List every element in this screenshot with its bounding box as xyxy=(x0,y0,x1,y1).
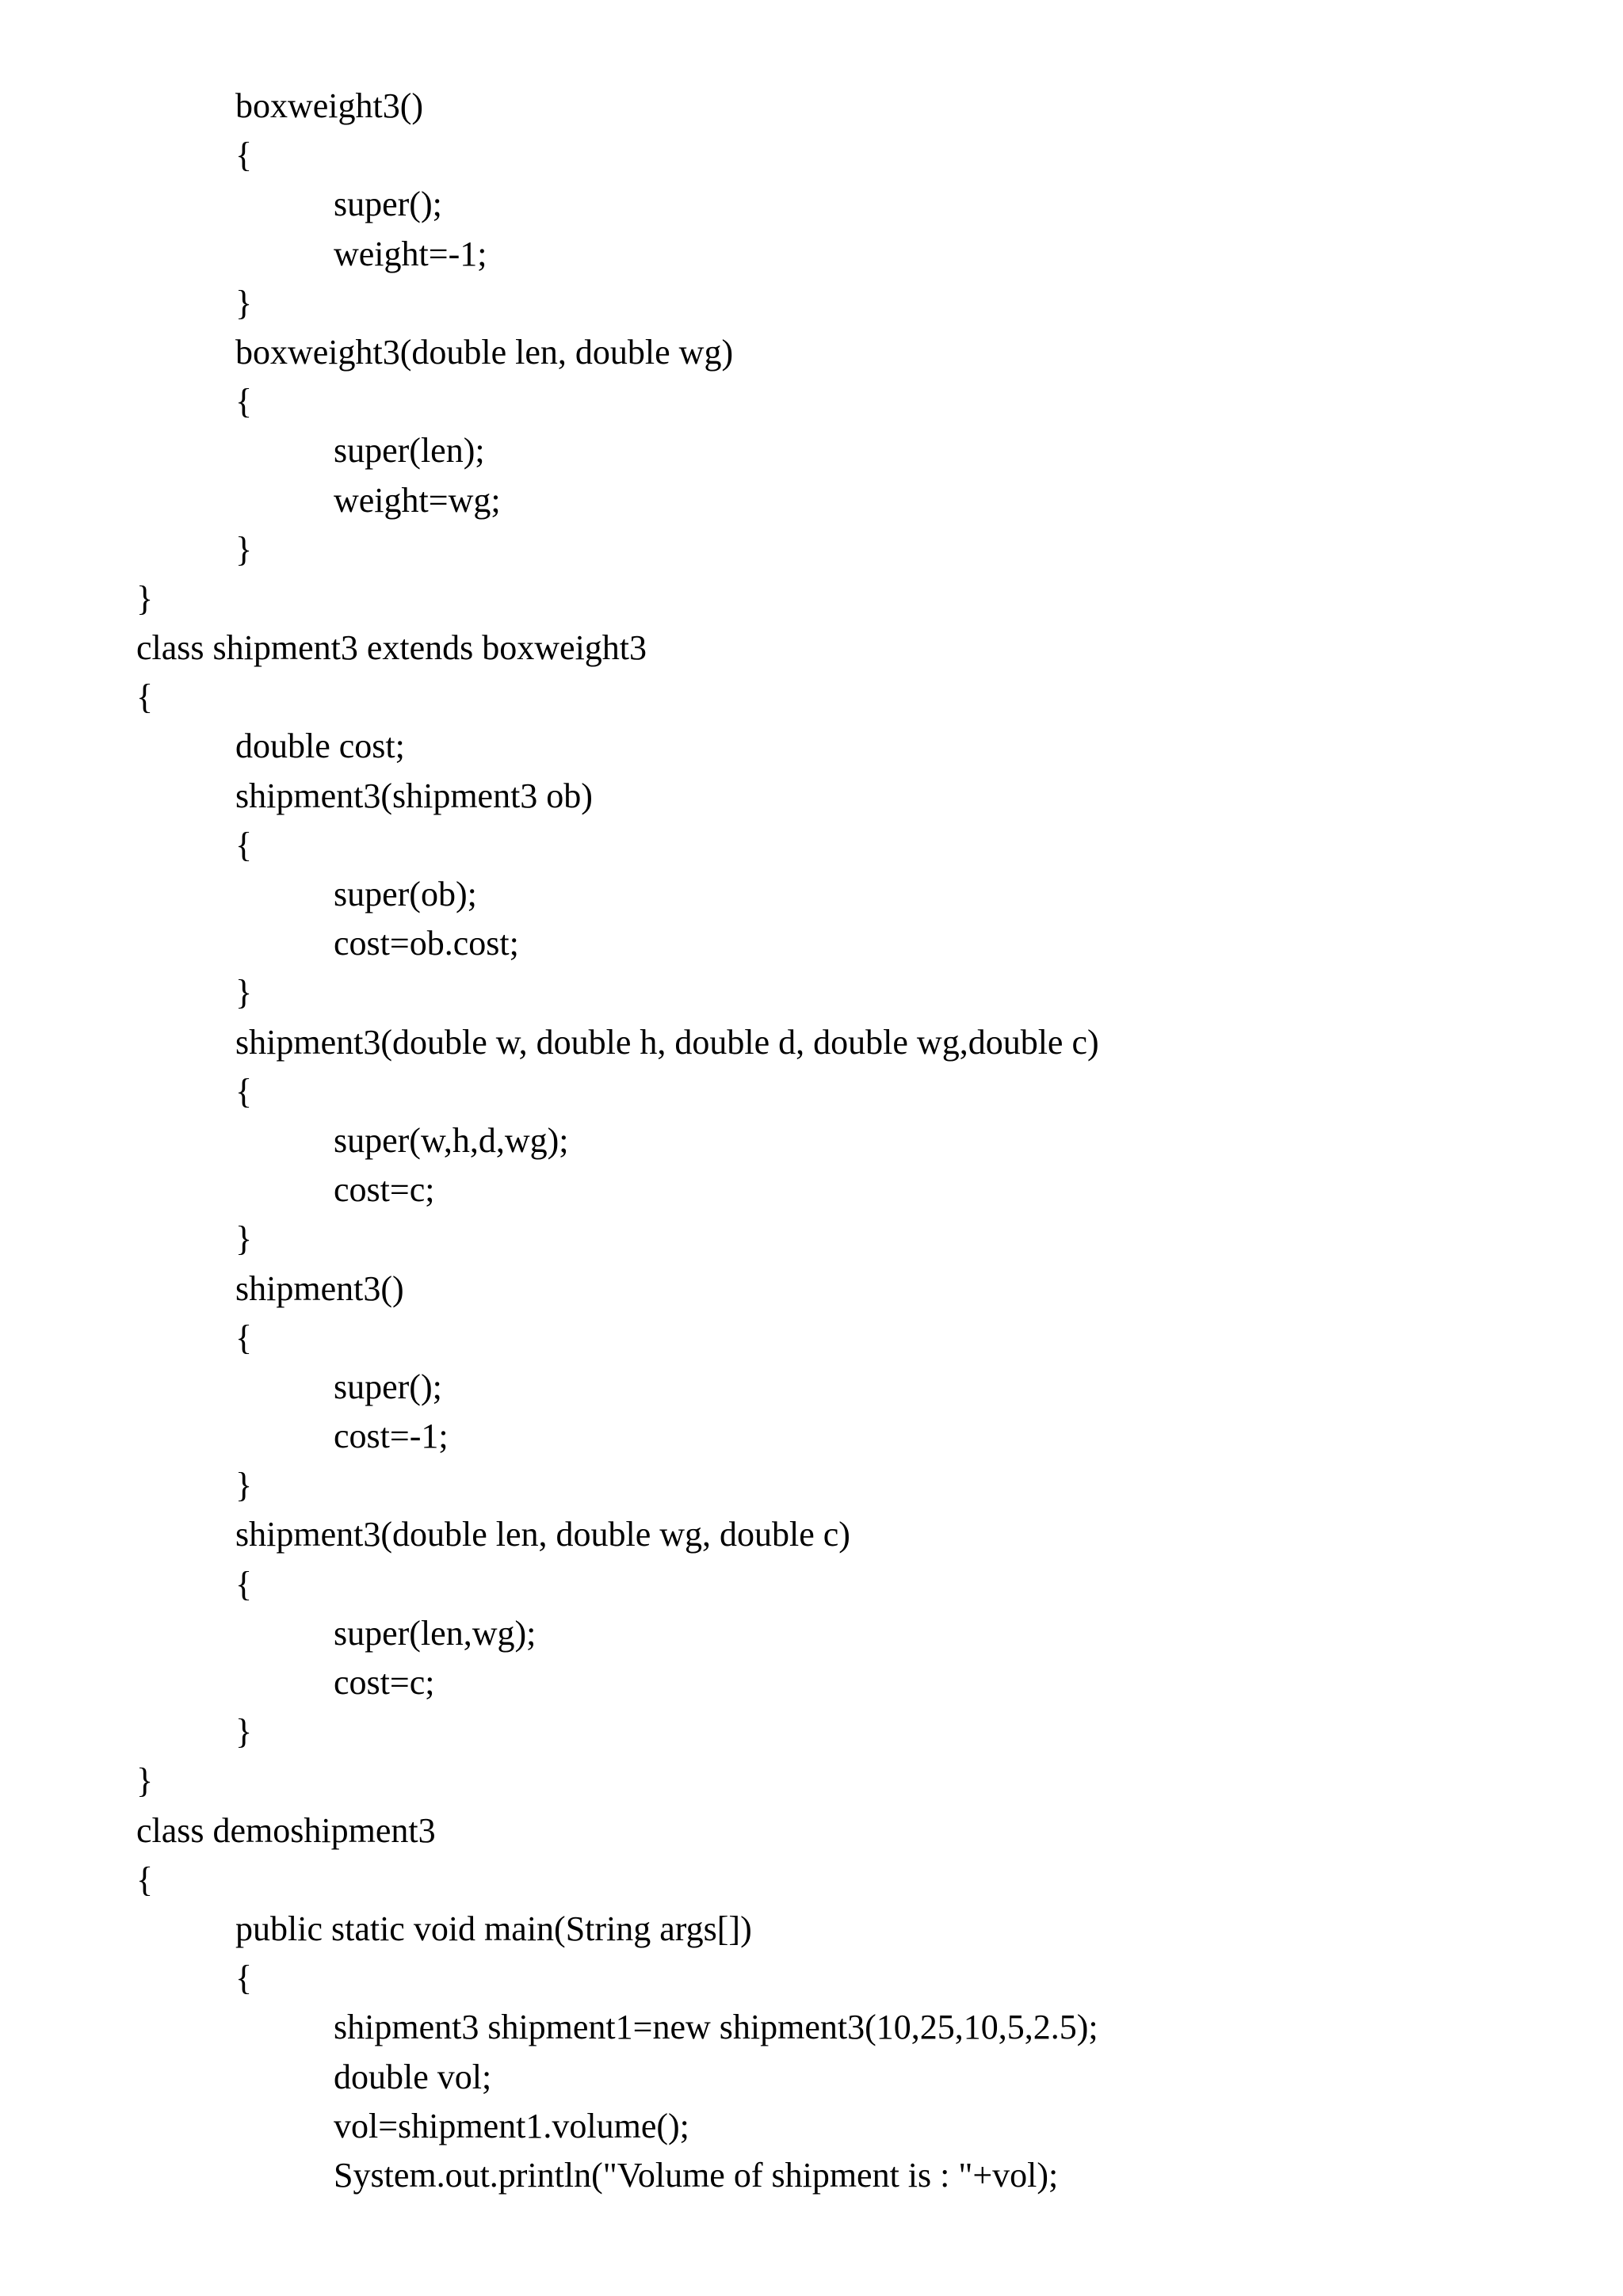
code-line: super(len); xyxy=(334,431,485,471)
code-line: } xyxy=(235,1712,253,1752)
code-line: { xyxy=(235,1318,253,1357)
code-line: } xyxy=(235,973,253,1013)
code-line: } xyxy=(136,1761,154,1801)
code-line: super(ob); xyxy=(334,875,477,913)
code-line: weight=-1; xyxy=(334,234,487,273)
code-line: cost=-1; xyxy=(334,1417,449,1456)
code-line: weight=wg; xyxy=(334,480,501,520)
code-line: vol=shipment1.volume(); xyxy=(334,2106,689,2145)
code-line: boxweight3(double len, double wg) xyxy=(235,332,734,372)
code-line: } xyxy=(235,1466,253,1505)
code-line: } xyxy=(235,1219,253,1259)
code-line: boxweight3() xyxy=(235,86,424,125)
code-line: shipment3(shipment3 ob) xyxy=(235,776,593,815)
code-line: double vol; xyxy=(334,2057,492,2096)
code-line: public static void main(String args[]) xyxy=(235,1909,752,1948)
code-line: class shipment3 extends boxweight3 xyxy=(136,628,647,668)
code-listing xyxy=(0,82,1623,2200)
code-line: { xyxy=(136,1859,154,1899)
code-line: } xyxy=(136,578,154,618)
code-line: System.out.println("Volume of shipment is : "+vol); xyxy=(334,2155,1059,2195)
code-line: cost=c; xyxy=(334,1663,435,1702)
code-line: cost=ob.cost; xyxy=(334,924,519,963)
code-line: cost=c; xyxy=(334,1170,435,1210)
code-line: { xyxy=(235,1071,253,1111)
code-line: } xyxy=(235,283,253,322)
code-line: double cost; xyxy=(235,727,405,766)
code-line: super(w,h,d,wg); xyxy=(334,1120,569,1160)
code-line: { xyxy=(235,382,253,421)
code-line: super(); xyxy=(334,185,442,224)
code-line: shipment3(double w, double h, double d, double wg,double c) xyxy=(235,1022,1099,1062)
code-line: { xyxy=(235,135,253,175)
code-line: class demoshipment3 xyxy=(136,1810,436,1850)
code-line: super(); xyxy=(334,1367,442,1406)
code-line: shipment3(double len, double wg, double c) xyxy=(235,1515,850,1554)
code-line: super(len,wg); xyxy=(334,1613,537,1653)
code-line: { xyxy=(136,677,154,717)
code-line: shipment3 shipment1=new shipment3(10,25,10,5,2.5); xyxy=(334,2008,1098,2047)
code-line: { xyxy=(235,825,253,864)
code-line: { xyxy=(235,1958,253,1998)
code-line: shipment3() xyxy=(235,1268,404,1308)
code-line: } xyxy=(235,529,253,569)
code-line: { xyxy=(235,1564,253,1604)
